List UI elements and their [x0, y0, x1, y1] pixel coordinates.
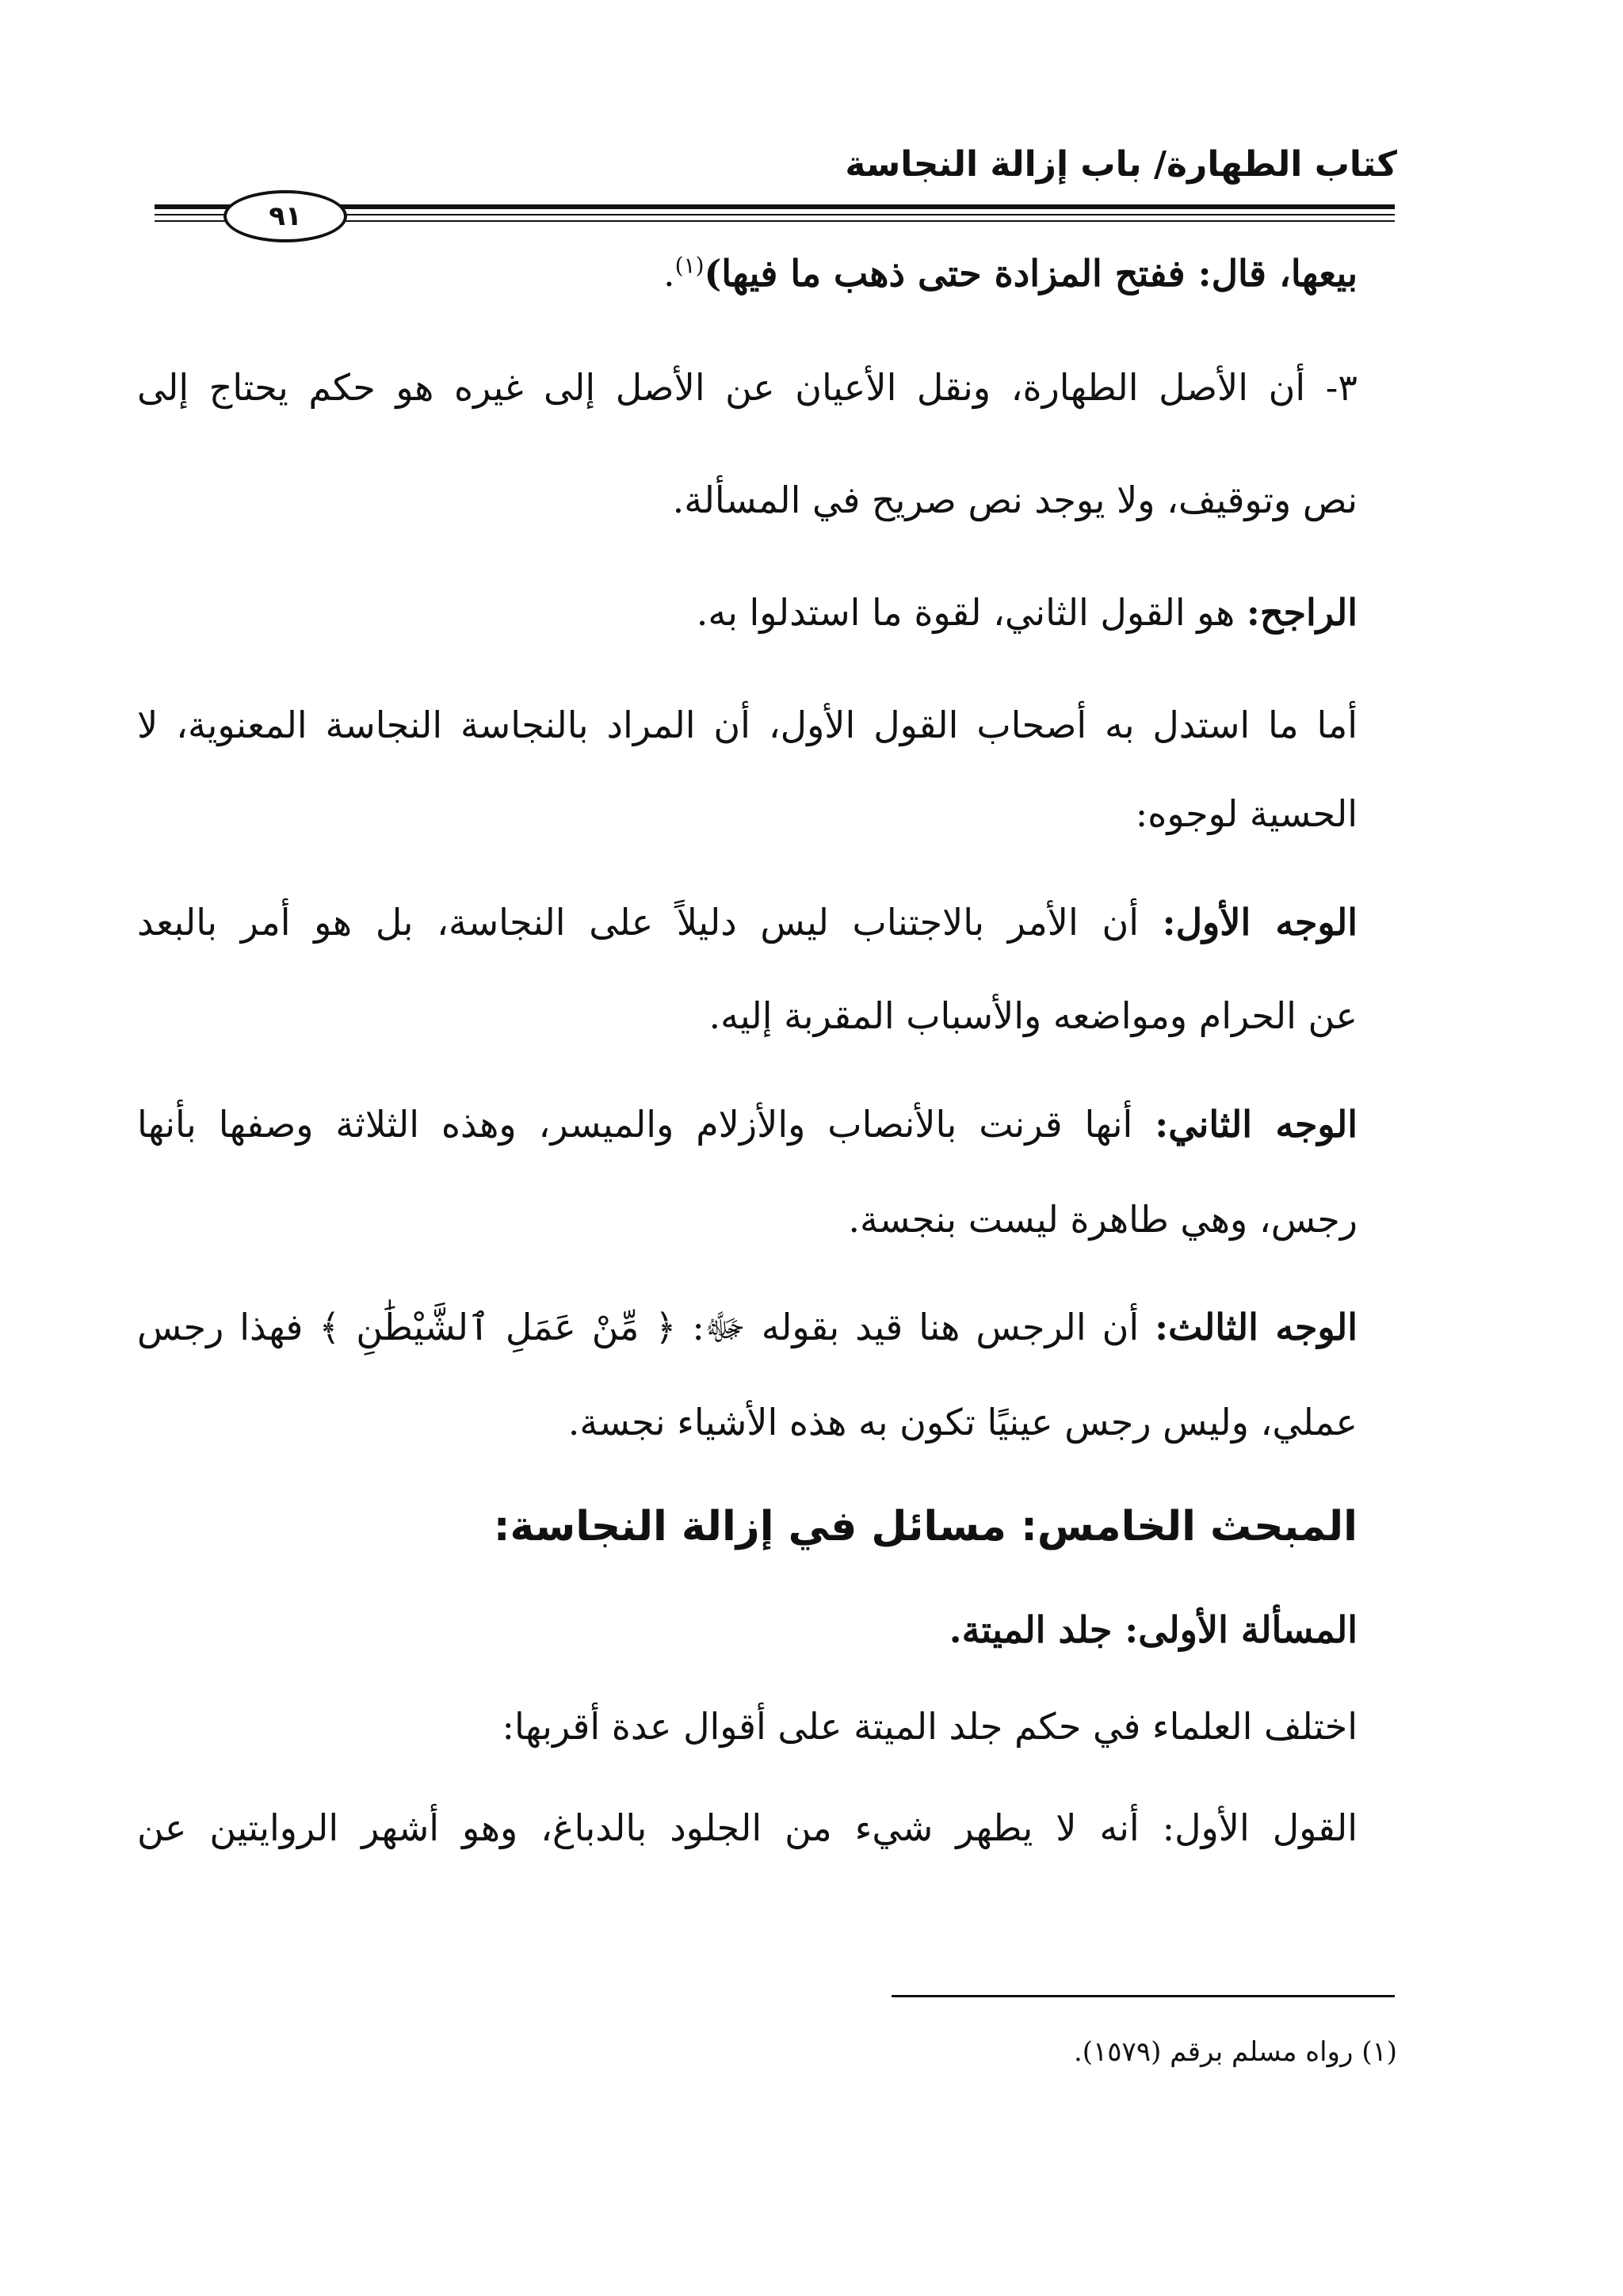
- text-line-5: أما ما استدل به أصحاب القول الأول، أن المراد بالنجاسة النجاسة المعنوية، لا: [137, 704, 1358, 746]
- page-number: ٩١: [223, 190, 347, 242]
- text-line-4: [137, 591, 1358, 635]
- text-line-12: عملي، وليس رجس عينيًا تكون به هذه الأشياء نجسة.: [567, 1401, 1358, 1444]
- section-heading: المبحث الخامس: مسائل في إزالة النجاسة:: [493, 1503, 1358, 1550]
- hadith-quote-end: بيعها، قال: ففتح المزادة حتى ذهب ما فيها): [704, 252, 1358, 295]
- line1-period: .: [663, 252, 675, 295]
- aspect-one-label: الوجه الأول:: [1162, 901, 1358, 944]
- text-line-10: رجس، وهي طاهرة ليست بنجسة.: [848, 1198, 1358, 1241]
- text-line-1: [137, 252, 1358, 296]
- preferred-text: هو القول الثاني، لقوة ما استدلوا به.: [696, 591, 1247, 634]
- text-line-15: اختلف العلماء في حكم جلد الميتة على أقوال عدة أقربها:: [502, 1705, 1358, 1748]
- footnote-separator: [892, 1995, 1395, 1997]
- aspect-three-text: أن الرجس هنا قيد بقوله ﷻ: ﴿ مِّنْ عَمَلِ ٱلشَّيْطَٰنِ ﴾ فهذا رجس: [137, 1306, 1155, 1348]
- aspect-three-label: الوجه الثالث:: [1155, 1306, 1358, 1348]
- text-line-16: القول الأول: أنه لا يطهر شيء من الجلود بالدباغ، وهو أشهر الروايتين عن: [137, 1806, 1358, 1849]
- aspect-one-text: أن الأمر بالاجتناب ليس دليلاً على النجاسة، بل هو أمر بالبعد: [137, 901, 1163, 944]
- preferred-label: الراجح:: [1246, 591, 1358, 634]
- footnote-ref: (١): [674, 252, 705, 279]
- issue-heading: المسألة الأولى: جلد الميتة.: [949, 1608, 1358, 1651]
- text-line-9: [137, 1103, 1358, 1146]
- text-line-7: [137, 901, 1358, 944]
- aspect-two-label: الوجه الثاني:: [1155, 1103, 1358, 1146]
- footnote: (١) رواه مسلم برقم (١٥٧٩).: [1073, 2036, 1397, 2068]
- text-line-8: عن الحرام ومواضعه والأسباب المقربة إليه.: [708, 994, 1358, 1037]
- text-line-3: نص وتوقيف، ولا يوجد نص صريح في المسألة.: [672, 479, 1358, 521]
- text-line-2: ٣- أن الأصل الطهارة، ونقل الأعيان عن الأصل إلى غيره هو حكم يحتاج إلى: [137, 366, 1358, 409]
- aspect-two-text: أنها قرنت بالأنصاب والأزلام والميسر، وهذه الثلاثة وصفها بأنها: [137, 1103, 1155, 1146]
- running-title: كتاب الطهارة/ باب إزالة النجاسة: [845, 144, 1397, 185]
- text-line-11: [137, 1306, 1358, 1349]
- text-line-6: الحسية لوجوه:: [1135, 792, 1358, 835]
